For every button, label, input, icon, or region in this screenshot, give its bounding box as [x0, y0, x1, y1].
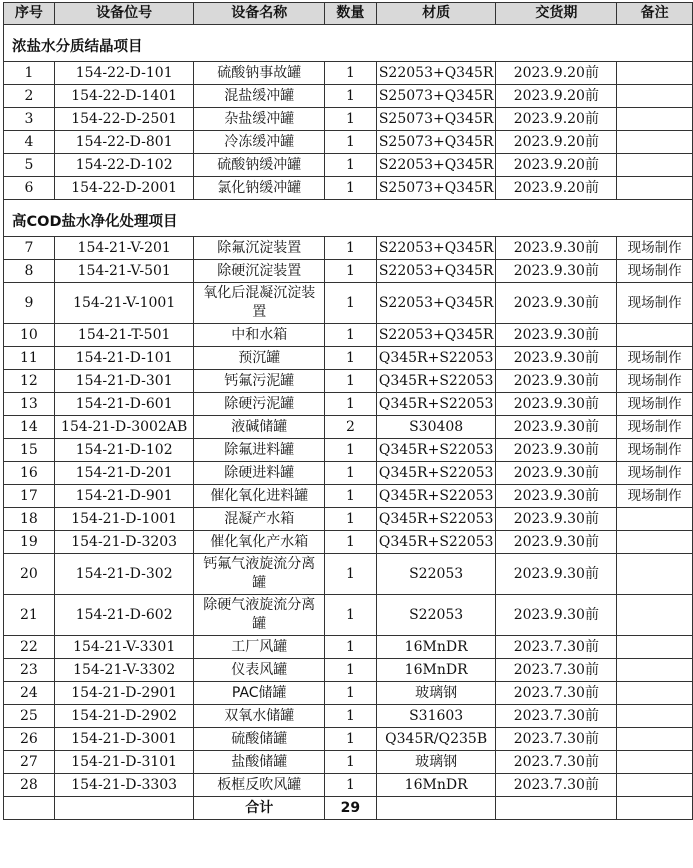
delivery-date: 2023.9.30前 [496, 595, 617, 636]
total-blank-no [4, 797, 55, 820]
equipment-tag: 154-21-D-3001 [54, 728, 194, 751]
row-number: 14 [4, 416, 55, 439]
equipment-tag: 154-21-V-201 [54, 237, 194, 260]
total-label: 合计 [194, 797, 325, 820]
equipment-tag: 154-21-D-3101 [54, 751, 194, 774]
quantity: 1 [324, 751, 376, 774]
remark [617, 324, 693, 347]
equipment-name: 冷冻缓冲罐 [194, 131, 325, 154]
delivery-date: 2023.9.30前 [496, 260, 617, 283]
table-row [4, 237, 693, 260]
table-row [4, 682, 693, 705]
row-number: 23 [4, 659, 55, 682]
equipment-tag: 154-22-D-2501 [54, 108, 194, 131]
equipment-tag: 154-21-T-501 [54, 324, 194, 347]
equipment-name: 混凝产水箱 [194, 508, 325, 531]
row-number: 4 [4, 131, 55, 154]
equipment-tag: 154-21-D-602 [54, 595, 194, 636]
equipment-name: 板框反吹风罐 [194, 774, 325, 797]
equipment-tag: 154-21-D-3203 [54, 531, 194, 554]
remark [617, 154, 693, 177]
equipment-name: 钙氟污泥罐 [194, 370, 325, 393]
quantity: 1 [324, 485, 376, 508]
remark [617, 531, 693, 554]
table-row [4, 439, 693, 462]
equipment-name: 氯化钠缓冲罐 [194, 177, 325, 200]
quantity: 1 [324, 554, 376, 595]
equipment-name: 除硬沉淀装置 [194, 260, 325, 283]
quantity: 1 [324, 774, 376, 797]
total-quantity: 29 [324, 797, 376, 820]
quantity: 2 [324, 416, 376, 439]
quantity: 1 [324, 347, 376, 370]
material: Q345R/Q235B [376, 728, 496, 751]
remark: 现场制作 [617, 416, 693, 439]
material: 16MnDR [376, 774, 496, 797]
quantity: 1 [324, 508, 376, 531]
row-number: 5 [4, 154, 55, 177]
quantity: 1 [324, 85, 376, 108]
header-material: 材质 [376, 3, 496, 25]
equipment-name: 硫酸钠缓冲罐 [194, 154, 325, 177]
row-number: 19 [4, 531, 55, 554]
material: S25073+Q345R [376, 131, 496, 154]
quantity: 1 [324, 283, 376, 324]
material: Q345R+S22053 [376, 439, 496, 462]
remark [617, 728, 693, 751]
material: S22053+Q345R [376, 260, 496, 283]
row-number: 6 [4, 177, 55, 200]
equipment-name: 工厂风罐 [194, 636, 325, 659]
delivery-date: 2023.9.30前 [496, 416, 617, 439]
row-number: 26 [4, 728, 55, 751]
quantity: 1 [324, 260, 376, 283]
table-row [4, 531, 693, 554]
delivery-date: 2023.9.20前 [496, 177, 617, 200]
row-number: 8 [4, 260, 55, 283]
remark: 现场制作 [617, 439, 693, 462]
total-row [4, 797, 693, 820]
total-blank-note [617, 797, 693, 820]
delivery-date: 2023.9.30前 [496, 554, 617, 595]
equipment-tag: 154-21-V-3301 [54, 636, 194, 659]
material: 玻璃钢 [376, 751, 496, 774]
material: Q345R+S22053 [376, 508, 496, 531]
material: S22053 [376, 554, 496, 595]
table-row [4, 154, 693, 177]
quantity: 1 [324, 393, 376, 416]
delivery-date: 2023.9.30前 [496, 283, 617, 324]
equipment-name: 钙氟气液旋流分离罐 [194, 554, 325, 595]
equipment-name: 除硬气液旋流分离罐 [194, 595, 325, 636]
table-row [4, 393, 693, 416]
row-number: 22 [4, 636, 55, 659]
remark: 现场制作 [617, 283, 693, 324]
material: S22053+Q345R [376, 283, 496, 324]
table-row [4, 462, 693, 485]
material: S30408 [376, 416, 496, 439]
header-note: 备注 [617, 3, 693, 25]
delivery-date: 2023.9.20前 [496, 85, 617, 108]
equipment-tag: 154-21-D-201 [54, 462, 194, 485]
equipment-name: 仪表风罐 [194, 659, 325, 682]
equipment-tag: 154-22-D-801 [54, 131, 194, 154]
quantity: 1 [324, 237, 376, 260]
header-row [4, 3, 693, 25]
remark: 现场制作 [617, 260, 693, 283]
row-number: 13 [4, 393, 55, 416]
row-number: 3 [4, 108, 55, 131]
material: S25073+Q345R [376, 108, 496, 131]
equipment-name: 杂盐缓冲罐 [194, 108, 325, 131]
quantity: 1 [324, 531, 376, 554]
material: S31603 [376, 705, 496, 728]
equipment-table [3, 2, 693, 820]
table-row [4, 177, 693, 200]
remark [617, 659, 693, 682]
equipment-tag: 154-21-V-1001 [54, 283, 194, 324]
header-tag: 设备位号 [54, 3, 194, 25]
equipment-tag: 154-21-V-3302 [54, 659, 194, 682]
table-row [4, 728, 693, 751]
header-name: 设备名称 [194, 3, 325, 25]
equipment-tag: 154-21-D-3002AB [54, 416, 194, 439]
table-row [4, 62, 693, 85]
row-number: 12 [4, 370, 55, 393]
table-row [4, 485, 693, 508]
delivery-date: 2023.9.20前 [496, 154, 617, 177]
table-row [4, 260, 693, 283]
delivery-date: 2023.7.30前 [496, 659, 617, 682]
equipment-name: 中和水箱 [194, 324, 325, 347]
delivery-date: 2023.7.30前 [496, 636, 617, 659]
equipment-name: 预沉罐 [194, 347, 325, 370]
total-blank-delivery [496, 797, 617, 820]
remark [617, 751, 693, 774]
remark [617, 177, 693, 200]
remark [617, 636, 693, 659]
equipment-name: 硫酸钠事故罐 [194, 62, 325, 85]
row-number: 9 [4, 283, 55, 324]
equipment-tag: 154-21-D-301 [54, 370, 194, 393]
row-number: 16 [4, 462, 55, 485]
equipment-tag: 154-21-D-102 [54, 439, 194, 462]
equipment-name: PAC储罐 [194, 682, 325, 705]
delivery-date: 2023.9.30前 [496, 370, 617, 393]
remark [617, 682, 693, 705]
table-row [4, 416, 693, 439]
remark: 现场制作 [617, 237, 693, 260]
equipment-name: 硫酸储罐 [194, 728, 325, 751]
quantity: 1 [324, 131, 376, 154]
remark [617, 774, 693, 797]
table-row [4, 324, 693, 347]
material: S22053 [376, 595, 496, 636]
table-row [4, 595, 693, 636]
delivery-date: 2023.9.20前 [496, 62, 617, 85]
table-row [4, 774, 693, 797]
equipment-tag: 154-22-D-1401 [54, 85, 194, 108]
remark: 现场制作 [617, 347, 693, 370]
quantity: 1 [324, 62, 376, 85]
material: Q345R+S22053 [376, 531, 496, 554]
header-no: 序号 [4, 3, 55, 25]
equipment-tag: 154-21-D-3303 [54, 774, 194, 797]
quantity: 1 [324, 462, 376, 485]
quantity: 1 [324, 439, 376, 462]
table-body [4, 25, 693, 820]
section-row [4, 25, 693, 62]
delivery-date: 2023.7.30前 [496, 774, 617, 797]
equipment-name: 除硬污泥罐 [194, 393, 325, 416]
equipment-tag: 154-21-D-2901 [54, 682, 194, 705]
quantity: 1 [324, 154, 376, 177]
material: 16MnDR [376, 636, 496, 659]
row-number: 20 [4, 554, 55, 595]
material: S25073+Q345R [376, 177, 496, 200]
equipment-tag: 154-22-D-102 [54, 154, 194, 177]
material: Q345R+S22053 [376, 393, 496, 416]
total-blank-material [376, 797, 496, 820]
row-number: 25 [4, 705, 55, 728]
header-qty: 数量 [324, 3, 376, 25]
quantity: 1 [324, 659, 376, 682]
table-row [4, 85, 693, 108]
table-row [4, 508, 693, 531]
equipment-tag: 154-21-D-302 [54, 554, 194, 595]
equipment-tag: 154-21-D-1001 [54, 508, 194, 531]
row-number: 10 [4, 324, 55, 347]
row-number: 27 [4, 751, 55, 774]
equipment-name: 液碱储罐 [194, 416, 325, 439]
row-number: 11 [4, 347, 55, 370]
remark: 现场制作 [617, 370, 693, 393]
section-title: 浓盐水分质结晶项目 [4, 25, 693, 62]
section-title: 高COD盐水净化处理项目 [4, 200, 693, 237]
quantity: 1 [324, 636, 376, 659]
delivery-date: 2023.9.20前 [496, 108, 617, 131]
material: S22053+Q345R [376, 154, 496, 177]
table-row [4, 705, 693, 728]
equipment-tag: 154-21-D-601 [54, 393, 194, 416]
delivery-date: 2023.7.30前 [496, 728, 617, 751]
equipment-tag: 154-21-D-2902 [54, 705, 194, 728]
table-row [4, 554, 693, 595]
delivery-date: 2023.9.30前 [496, 439, 617, 462]
table-row [4, 283, 693, 324]
row-number: 24 [4, 682, 55, 705]
delivery-date: 2023.9.30前 [496, 347, 617, 370]
equipment-name: 除氟沉淀装置 [194, 237, 325, 260]
material: Q345R+S22053 [376, 485, 496, 508]
remark: 现场制作 [617, 393, 693, 416]
row-number: 18 [4, 508, 55, 531]
equipment-name: 双氧水储罐 [194, 705, 325, 728]
delivery-date: 2023.9.20前 [496, 131, 617, 154]
material: Q345R+S22053 [376, 370, 496, 393]
quantity: 1 [324, 595, 376, 636]
material: S22053+Q345R [376, 237, 496, 260]
row-number: 1 [4, 62, 55, 85]
delivery-date: 2023.9.30前 [496, 324, 617, 347]
quantity: 1 [324, 728, 376, 751]
row-number: 17 [4, 485, 55, 508]
table-row [4, 751, 693, 774]
quantity: 1 [324, 108, 376, 131]
quantity: 1 [324, 177, 376, 200]
equipment-tag: 154-21-D-101 [54, 347, 194, 370]
total-blank-tag [54, 797, 194, 820]
remark [617, 595, 693, 636]
table-row [4, 370, 693, 393]
remark [617, 62, 693, 85]
row-number: 7 [4, 237, 55, 260]
row-number: 28 [4, 774, 55, 797]
delivery-date: 2023.9.30前 [496, 237, 617, 260]
equipment-name: 混盐缓冲罐 [194, 85, 325, 108]
material: S22053+Q345R [376, 324, 496, 347]
remark [617, 131, 693, 154]
table-row [4, 131, 693, 154]
material: Q345R+S22053 [376, 347, 496, 370]
delivery-date: 2023.9.30前 [496, 531, 617, 554]
delivery-date: 2023.9.30前 [496, 393, 617, 416]
quantity: 1 [324, 682, 376, 705]
delivery-date: 2023.9.30前 [496, 508, 617, 531]
equipment-name: 盐酸储罐 [194, 751, 325, 774]
row-number: 21 [4, 595, 55, 636]
remark [617, 508, 693, 531]
remark [617, 705, 693, 728]
row-number: 2 [4, 85, 55, 108]
equipment-name: 氧化后混凝沉淀装置 [194, 283, 325, 324]
equipment-tag: 154-22-D-101 [54, 62, 194, 85]
delivery-date: 2023.7.30前 [496, 751, 617, 774]
remark: 现场制作 [617, 462, 693, 485]
row-number: 15 [4, 439, 55, 462]
equipment-tag: 154-21-V-501 [54, 260, 194, 283]
delivery-date: 2023.7.30前 [496, 705, 617, 728]
material: S25073+Q345R [376, 85, 496, 108]
quantity: 1 [324, 324, 376, 347]
remark [617, 108, 693, 131]
delivery-date: 2023.9.30前 [496, 462, 617, 485]
equipment-tag: 154-21-D-901 [54, 485, 194, 508]
equipment-name: 除氟进料罐 [194, 439, 325, 462]
table-row [4, 636, 693, 659]
equipment-name: 催化氧化进料罐 [194, 485, 325, 508]
header-delivery: 交货期 [496, 3, 617, 25]
material: 16MnDR [376, 659, 496, 682]
table-row [4, 108, 693, 131]
equipment-tag: 154-22-D-2001 [54, 177, 194, 200]
equipment-name: 除硬进料罐 [194, 462, 325, 485]
remark [617, 85, 693, 108]
material: 玻璃钢 [376, 682, 496, 705]
remark: 现场制作 [617, 485, 693, 508]
table-row [4, 347, 693, 370]
material: Q345R+S22053 [376, 462, 496, 485]
quantity: 1 [324, 705, 376, 728]
delivery-date: 2023.9.30前 [496, 485, 617, 508]
section-row [4, 200, 693, 237]
equipment-name: 催化氧化产水箱 [194, 531, 325, 554]
quantity: 1 [324, 370, 376, 393]
table-row [4, 659, 693, 682]
remark [617, 554, 693, 595]
delivery-date: 2023.7.30前 [496, 682, 617, 705]
material: S22053+Q345R [376, 62, 496, 85]
